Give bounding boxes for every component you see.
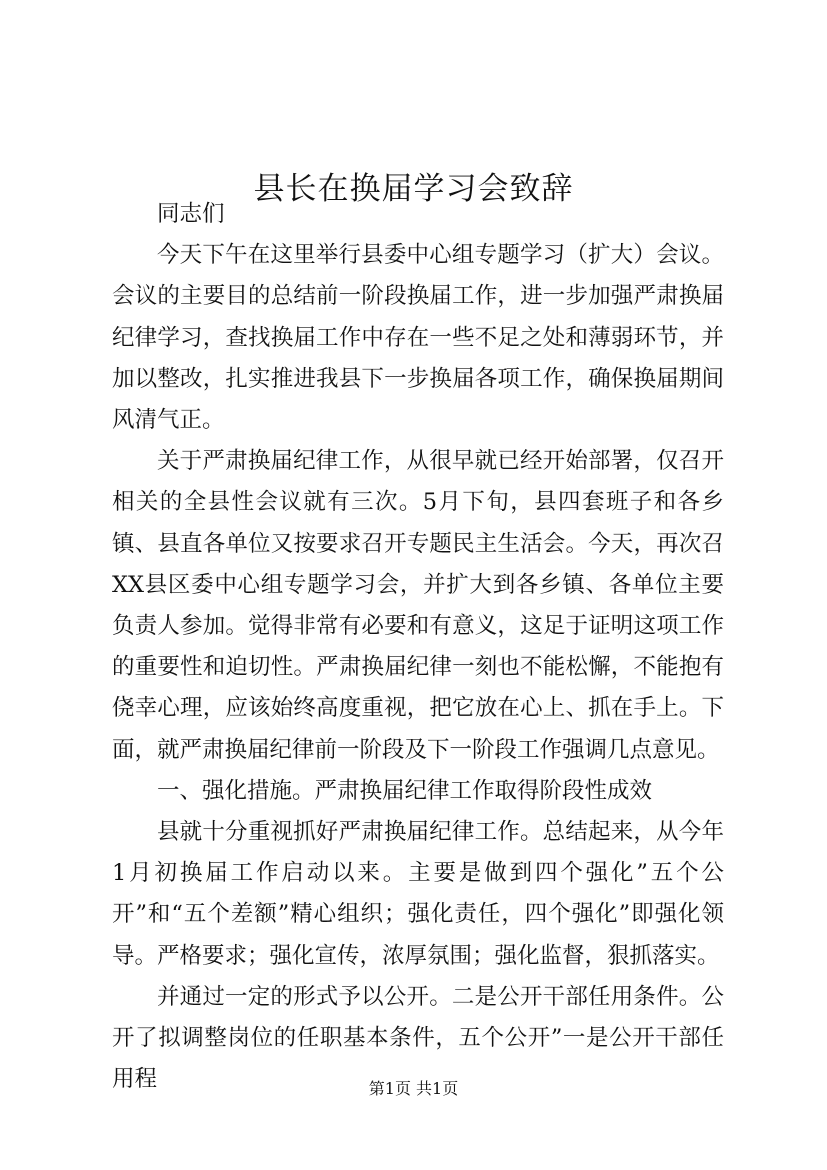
section-heading: 一、强化措施。严肃换届纪律工作取得阶段性成效 bbox=[157, 777, 653, 804]
document-title: 县长在换届学习会致辞 bbox=[253, 170, 574, 207]
body-paragraph: 并通过一定的形式予以公开。二是公开干部任用条件。公开了拟调整岗位的任职基本条件，五个公开”一是公开干部任用程 bbox=[112, 983, 724, 1093]
body-paragraph: 关于严肃换届纪律工作，从很早就已经开始部署，仅召开相关的全县性会议就有三次。5月下旬，县四套班子和各乡镇、县直各单位又按要求召开专题民主生活会。今天，再次召XX县区委中心组专题学习会，并扩大到各乡镇、各单位主要负责人参加。觉得非常有必要和有意义，这足于证明这项工作的重要性和迫切性。严肃换届纪律一刻也不能松懈，不能抱有侥幸心理，应该始终高度重视，把它放在心上、抓在手上。下面，就严肃换届纪律前一阶段及下一阶段工作强调几点意见。 bbox=[112, 448, 724, 763]
greeting-paragraph: 同志们 bbox=[157, 201, 225, 227]
page-number-footer: 第1页 共1页 bbox=[368, 1079, 459, 1098]
body-paragraph: 县就十分重视抓好严肃换届纪律工作。总结起来，从今年1月初换届工作启动以来。主要是做到四个强化”五个公开”和“五个差额”精心组织；强化责任，四个强化”即强化领导。严格要求；强化宣传，浓厚氛围；强化监督，狠抓落实。 bbox=[112, 819, 724, 969]
body-paragraph: 今天下午在这里举行县委中心组专题学习（扩大）会议。会议的主要目的总结前一阶段换届工作，进一步加强严肃换届纪律学习，查找换届工作中存在一些不足之处和薄弱环节，并加以整改，扎实推进我县下一步换届各项工作，确保换届期间风清气正。 bbox=[112, 242, 724, 434]
document-body bbox=[112, 194, 724, 1100]
